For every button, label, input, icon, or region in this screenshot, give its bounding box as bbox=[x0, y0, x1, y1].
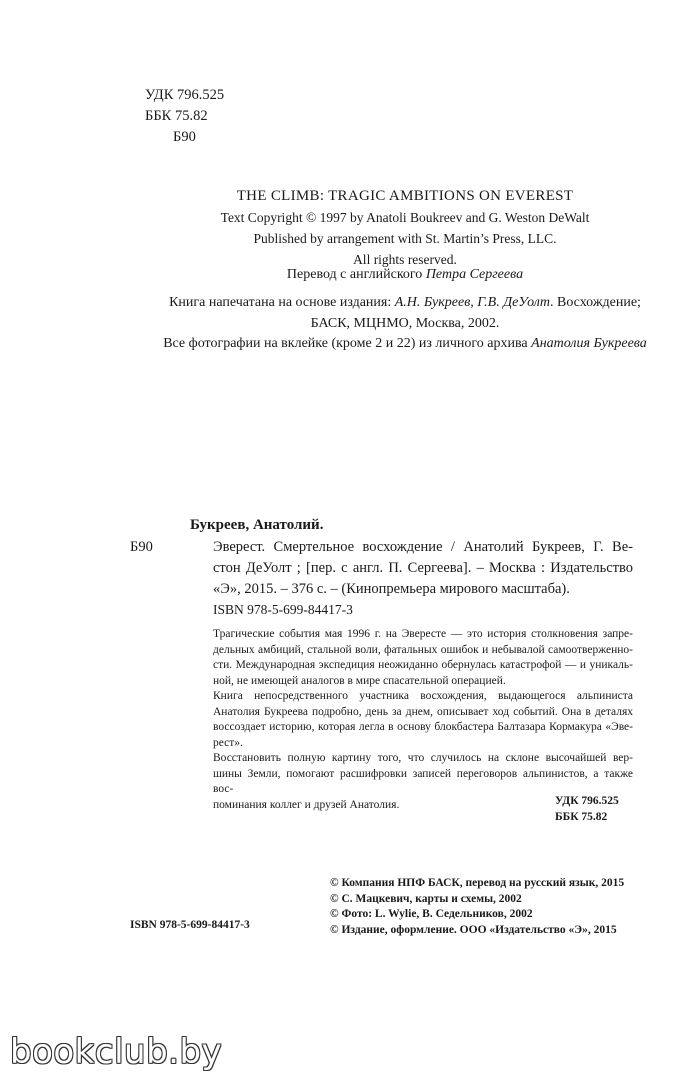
copyright-line: © Компания НПФ БАСК, перевод на русский язык, 2015 bbox=[330, 877, 625, 889]
translation-credit: Перевод с английского Петра Сергеева bbox=[286, 267, 524, 282]
copyright-line: Text Copyright © 1997 by Anatoli Boukreev and G. Weston DeWalt bbox=[220, 210, 590, 225]
copyright-line: © Издание, оформление. ООО «Издательство «Э», 2015 bbox=[330, 923, 617, 936]
udk-code: УДК 796.525 bbox=[145, 87, 225, 103]
catalog-author: Букреев, Анатолий. bbox=[190, 517, 324, 533]
bbk-code: ББК 75.82 bbox=[145, 108, 208, 124]
bbk-code: ББК 75.82 bbox=[555, 810, 608, 823]
original-title-block bbox=[145, 185, 665, 270]
bottom-classification-codes bbox=[555, 794, 619, 825]
footer-copyrights bbox=[330, 876, 624, 938]
annotation: Трагические события мая 1996 г. на Эвересте — это история столкновения запре- дельных амбиций, стальной воли, фатальных ошибок и небывалой самоотверженно- сти. Международная экспедиция неожиданно обернулась катастрофой — и уникаль- ной, не имеющей аналогов в мире спасательной операцией. Книга непосредственного участника восхождения, выдающегося альпиниста Анатолия Букреева подробно, день за днем, описывает ход событий. Она в деталях воссоздает историю, которая легла в основу блокбастера Балтазара Кормакура «Эве- рест». Восстановить полную картину того, что случилось на склоне высочайшей вер- шины Земли, помогают расшифровки записей переговоров альпинистов, а также вос- поминания коллег и друзей Анатолия. bbox=[213, 628, 633, 811]
original-title: THE CLIMB: TRAGIC AMBITIONS ON EVEREST bbox=[236, 188, 574, 204]
translator-name: Петра Сергеева bbox=[425, 267, 524, 282]
footer-isbn: ISBN 978-5-699-84417-3 bbox=[130, 919, 250, 931]
catalog-isbn: ISBN 978-5-699-84417-3 bbox=[213, 602, 353, 617]
author-code: Б90 bbox=[173, 129, 196, 145]
copyright-line: All rights reserved. bbox=[353, 252, 457, 267]
copyright-line: © С. Мацкевич, карты и схемы, 2002 bbox=[330, 892, 522, 905]
top-classification-codes bbox=[145, 85, 224, 148]
copyright-line: © Фото: L. Wylie, В. Седельников, 2002 bbox=[330, 908, 533, 920]
udk-code: УДК 796.525 bbox=[555, 795, 619, 807]
catalog-code: Б90 bbox=[130, 539, 153, 555]
copyright-line: Published by arrangement with St. Martin’s Press, LLC. bbox=[253, 231, 557, 246]
watermark: bookclub.by bbox=[10, 1032, 223, 1072]
photo-credit: Все фотографии на вклейке (кроме 2 и 22) из личного архива Анатолия Букреева bbox=[163, 336, 647, 351]
catalog-description: Эверест. Смертельное восхождение / Анатолий Букреев, Г. Ве- стон ДеУолт ; [пер. с англ. П. Сергеева]. – Москва : Издательство «Э», 2015. – 376 с. – (Кинопремьера мирового масштаба). bbox=[213, 539, 633, 597]
edition-basis: Книга напечатана на основе издания: А.Н. Букреев, Г.В. ДеУолт. Восхождение; БАСК, МЦНМО, Москва, 2002. bbox=[169, 295, 641, 331]
